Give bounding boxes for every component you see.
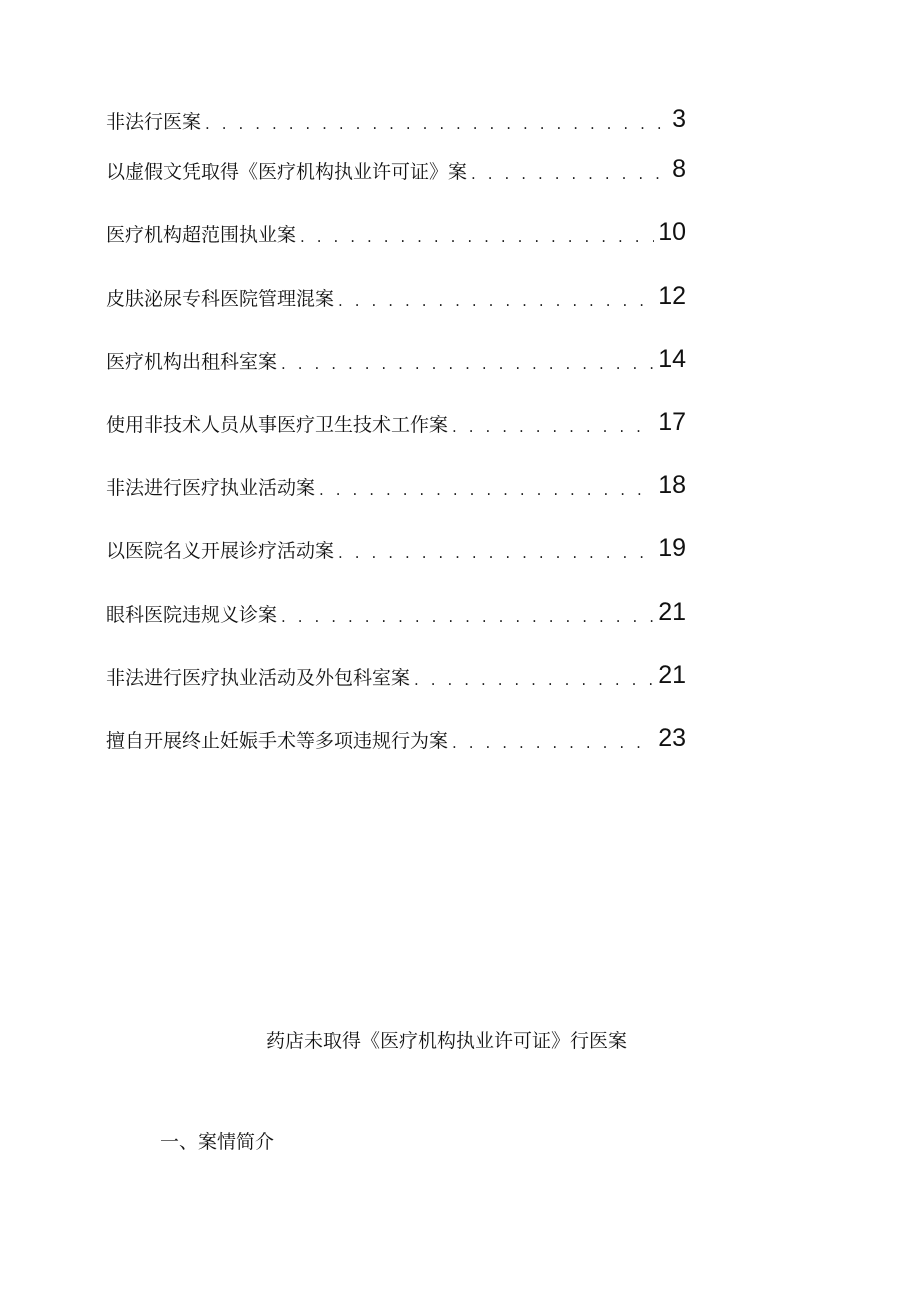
toc-entry-page: 3 xyxy=(672,105,686,133)
toc-dot-leader xyxy=(471,167,668,182)
table-of-contents xyxy=(106,100,686,768)
toc-entry-page: 14 xyxy=(658,344,686,373)
toc-entry-page: 10 xyxy=(658,218,686,247)
toc-entry-title: 使用非技术人员从事医疗卫生技术工作案 xyxy=(106,413,449,436)
toc-entry[interactable] xyxy=(106,199,686,262)
toc-entry[interactable] xyxy=(106,705,686,768)
toc-entry-title: 擅自开展终止妊娠手术等多项违规行为案 xyxy=(106,729,449,752)
toc-entry-page: 8 xyxy=(672,155,686,184)
toc-dot-leader xyxy=(300,230,654,245)
toc-entry-title: 以医院名义开展诊疗活动案 xyxy=(106,540,335,563)
toc-entry[interactable] xyxy=(106,262,686,325)
toc-dot-leader xyxy=(281,610,654,625)
toc-dot-leader xyxy=(281,357,654,372)
toc-entry[interactable] xyxy=(106,389,686,452)
toc-dot-leader xyxy=(414,673,654,688)
toc-entry-page: 18 xyxy=(658,471,686,500)
toc-dot-leader xyxy=(452,420,654,435)
toc-dot-leader xyxy=(338,546,654,561)
toc-entry-page: 17 xyxy=(658,407,686,436)
toc-entry-title: 非法进行医疗执业活动案 xyxy=(106,477,316,500)
toc-entry-title: 眼科医院违规义诊案 xyxy=(106,603,278,626)
toc-entry-page: 21 xyxy=(658,660,686,689)
toc-entry[interactable] xyxy=(106,100,686,136)
toc-entry[interactable] xyxy=(106,326,686,389)
toc-entry-title: 皮肤泌尿专科医院管理混案 xyxy=(106,287,335,310)
toc-entry[interactable] xyxy=(106,578,686,641)
section-heading: 一、案情简介 xyxy=(160,1131,275,1153)
toc-entry[interactable] xyxy=(106,515,686,578)
toc-entry-page: 12 xyxy=(658,281,686,310)
toc-entry[interactable] xyxy=(106,452,686,515)
toc-entry-title: 医疗机构超范围执业案 xyxy=(106,224,297,247)
toc-entry-page: 21 xyxy=(658,597,686,626)
toc-dot-leader xyxy=(452,736,654,751)
toc-entry-page: 19 xyxy=(658,534,686,563)
toc-entry-title: 医疗机构出租科室案 xyxy=(106,350,278,373)
toc-dot-leader xyxy=(319,483,654,498)
toc-dot-leader xyxy=(205,117,668,132)
toc-dot-leader xyxy=(338,294,654,309)
toc-entry[interactable] xyxy=(106,642,686,705)
toc-entry-page: 23 xyxy=(658,723,686,752)
toc-entry[interactable] xyxy=(106,136,686,199)
toc-entry-title: 以虚假文凭取得《医疗机构执业许可证》案 xyxy=(106,161,468,184)
toc-entry-title: 非法行医案 xyxy=(106,111,202,133)
case-title: 药店未取得《医疗机构执业许可证》行医案 xyxy=(266,1030,628,1052)
toc-entry-title: 非法进行医疗执业活动及外包科室案 xyxy=(106,666,411,689)
